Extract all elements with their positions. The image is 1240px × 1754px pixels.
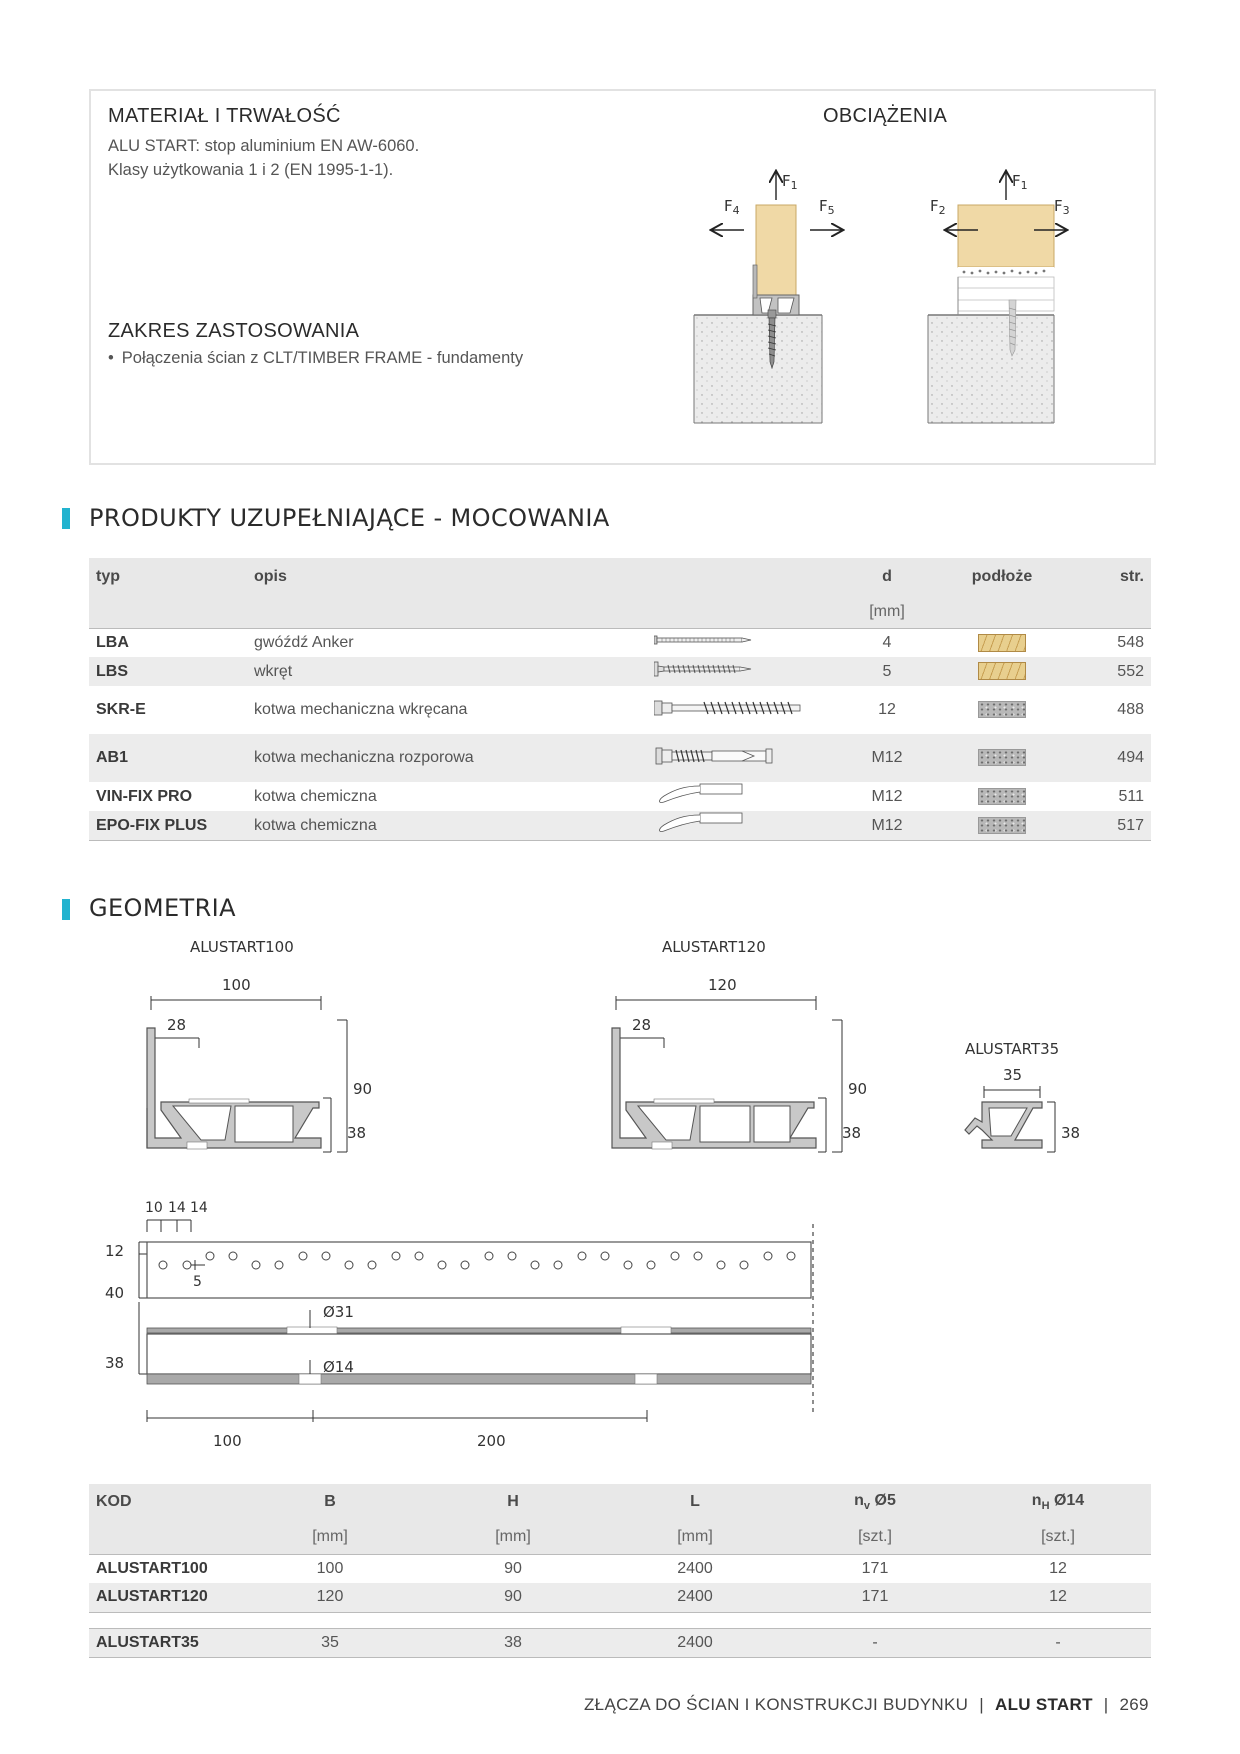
chemical-anchor-icon [654,811,744,835]
chemical-anchor-icon [654,782,744,806]
load-right-f3: $F_3$ [1054,197,1070,217]
unit-nv: [szt.] [858,1527,892,1545]
code-nh: 12 [1049,1559,1067,1577]
col-opis: opis [254,568,287,585]
unit-h: [mm] [495,1527,531,1545]
profile120-flange: 28 [632,1016,652,1034]
product-opis: kotwa chemiczna [254,787,377,805]
spacing-14b: 14 [190,1200,208,1216]
scope-bullet-text: Połączenia ścian z CLT/TIMBER FRAME - fundamenty [121,349,524,367]
height-40: 40 [105,1284,125,1302]
footer-sep-1: | [979,1695,984,1714]
col-str: str. [1119,568,1144,585]
product-d: M12 [871,816,903,834]
concrete-left [694,315,822,423]
spacing-14a: 14 [168,1200,186,1216]
spacing-10: 10 [145,1200,163,1216]
table-row [89,734,1151,782]
code-h: 38 [504,1633,522,1651]
edge-12: 12 [105,1242,125,1260]
concrete-right [928,315,1054,423]
section-marker-products [62,508,70,529]
code-nv: 171 [861,1588,889,1606]
product-str: 488 [1117,701,1144,718]
profile100-shape [147,1028,321,1148]
code-kod: ALUSTART35 [96,1633,199,1651]
table-row [89,657,1151,686]
screw-anchor-icon [654,698,804,718]
material-heading: MATERIAŁ I TRWAŁOŚĆ [108,105,341,127]
dist-200: 200 [477,1432,506,1450]
substrate-wood-icon [978,662,1026,680]
product-typ: AB1 [96,749,129,766]
col-d: d [882,568,892,585]
product-str: 548 [1117,633,1144,651]
product-str: 494 [1117,749,1144,766]
col-b: B [324,1493,336,1510]
height-38: 38 [105,1354,125,1372]
product-typ: EPO-FIX PLUS [96,816,208,834]
col-nv: $n_v$ Ø5 [854,1491,896,1513]
code-kod: ALUSTART120 [96,1588,208,1606]
table-row [89,1583,1151,1612]
profile100-name: ALUSTART100 [190,938,294,956]
table-row [89,1628,1151,1657]
products-title: PRODUKTY UZUPEŁNIAJĄCE - MOCOWANIA [89,504,610,532]
substrate-concrete-icon [978,788,1026,805]
col-nh: $n_H$ Ø14 [1031,1491,1085,1513]
product-d: 12 [878,701,896,718]
table-row [89,686,1151,734]
substrate-concrete-icon [978,749,1026,766]
footer-sep-2: | [1103,1695,1109,1714]
profile35-height: 38 [1061,1124,1081,1142]
code-l: 2400 [677,1559,713,1577]
profile120-name: ALUSTART120 [662,938,766,956]
page-number: 269 [1119,1695,1149,1714]
profile120-width: 120 [708,976,737,994]
col-kod: KOD [96,1493,132,1510]
plan-drawing [89,1200,849,1460]
load-left-f1: $F_1$ [782,172,798,192]
code-l: 2400 [677,1633,713,1651]
expansion-anchor-icon [654,745,774,767]
nail-icon [654,633,754,647]
product-opis: wkręt [254,662,293,680]
diameter-14: Ø14 [323,1358,354,1376]
hole-5: 5 [193,1274,202,1290]
table-row [89,811,1151,841]
wall-right [958,205,1054,267]
code-h: 90 [504,1588,522,1606]
substrate-concrete-icon [978,701,1026,718]
profile35-name: ALUSTART35 [965,1040,1060,1058]
loads-heading: OBCIĄŻENIA [823,105,948,127]
profile100-base: 38 [347,1124,367,1142]
product-typ: VIN-FIX PRO [96,787,193,805]
code-nv: 171 [861,1559,889,1577]
products-table [89,558,1151,841]
code-kod: ALUSTART100 [96,1559,208,1577]
product-d: M12 [871,787,903,805]
table-row [89,782,1151,811]
footer-product: ALU START [995,1695,1093,1714]
code-h: 90 [504,1559,522,1577]
unit-l: [mm] [677,1527,713,1545]
table-row [89,628,1151,657]
profile100-height: 90 [353,1080,373,1098]
diameter-31: Ø31 [323,1303,354,1321]
screw-icon [654,661,754,677]
product-d: M12 [871,749,903,766]
code-nv: - [872,1633,878,1651]
load-right-f2: $F_2$ [930,197,946,217]
geometry-title: GEOMETRIA [89,894,236,922]
col-h: H [507,1493,519,1510]
profile100-width: 100 [222,976,251,994]
dist-100: 100 [213,1432,242,1450]
codes-table [89,1484,1151,1658]
scope-bullet: • Połączenia ścian z CLT/TIMBER FRAME - fundamenty [108,349,524,367]
profile35-width: 35 [1003,1066,1023,1084]
unit-nh: [szt.] [1041,1527,1075,1545]
profile120-height: 90 [848,1080,868,1098]
code-b: 35 [321,1633,339,1651]
page-footer [584,1695,1149,1715]
substrate-wood-icon [978,634,1026,652]
footer-section: ZŁĄCZA DO ŚCIAN I KONSTRUKCJI BUDYNKU [584,1695,969,1714]
product-opis: kotwa mechaniczna wkręcana [254,701,468,718]
unit-b: [mm] [312,1527,348,1545]
wall-left [756,205,796,298]
material-line-2: Klasy użytkowania 1 i 2 (EN 1995-1-1). [108,161,394,179]
product-typ: LBA [96,633,129,651]
substrate-concrete-icon [978,817,1026,834]
product-d: 4 [882,633,892,651]
material-line-1: ALU START: stop aluminium EN AW-6060. [108,137,420,155]
scope-heading: ZAKRES ZASTOSOWANIA [108,320,360,342]
col-d-unit: [mm] [869,602,905,620]
col-podloze: podłoże [971,568,1033,585]
col-typ: typ [96,568,120,585]
load-right-f1: $F_1$ [1012,172,1028,192]
table-row [89,1554,1151,1583]
profile-drawings [89,930,1129,1200]
product-typ: LBS [96,662,128,680]
product-opis: kotwa mechaniczna rozporowa [254,749,474,766]
product-str: 511 [1118,787,1144,805]
code-b: 120 [316,1588,344,1606]
product-typ: SKR-E [96,701,146,718]
profile120-base: 38 [842,1124,862,1142]
code-l: 2400 [677,1588,713,1606]
product-str: 552 [1117,662,1144,680]
product-str: 517 [1117,816,1144,834]
col-l: L [690,1493,700,1510]
code-nh: - [1055,1633,1061,1651]
load-left-f5: $F_5$ [819,197,835,217]
section-marker-geometry [62,899,70,920]
load-left-f4: $F_4$ [724,197,740,217]
code-b: 100 [316,1559,344,1577]
code-nh: 12 [1049,1588,1067,1606]
product-opis: kotwa chemiczna [254,816,377,834]
product-d: 5 [882,662,892,680]
profile100-flange: 28 [167,1016,187,1034]
product-opis: gwóźdź Anker [254,633,354,651]
loads-diagram [680,150,1100,430]
